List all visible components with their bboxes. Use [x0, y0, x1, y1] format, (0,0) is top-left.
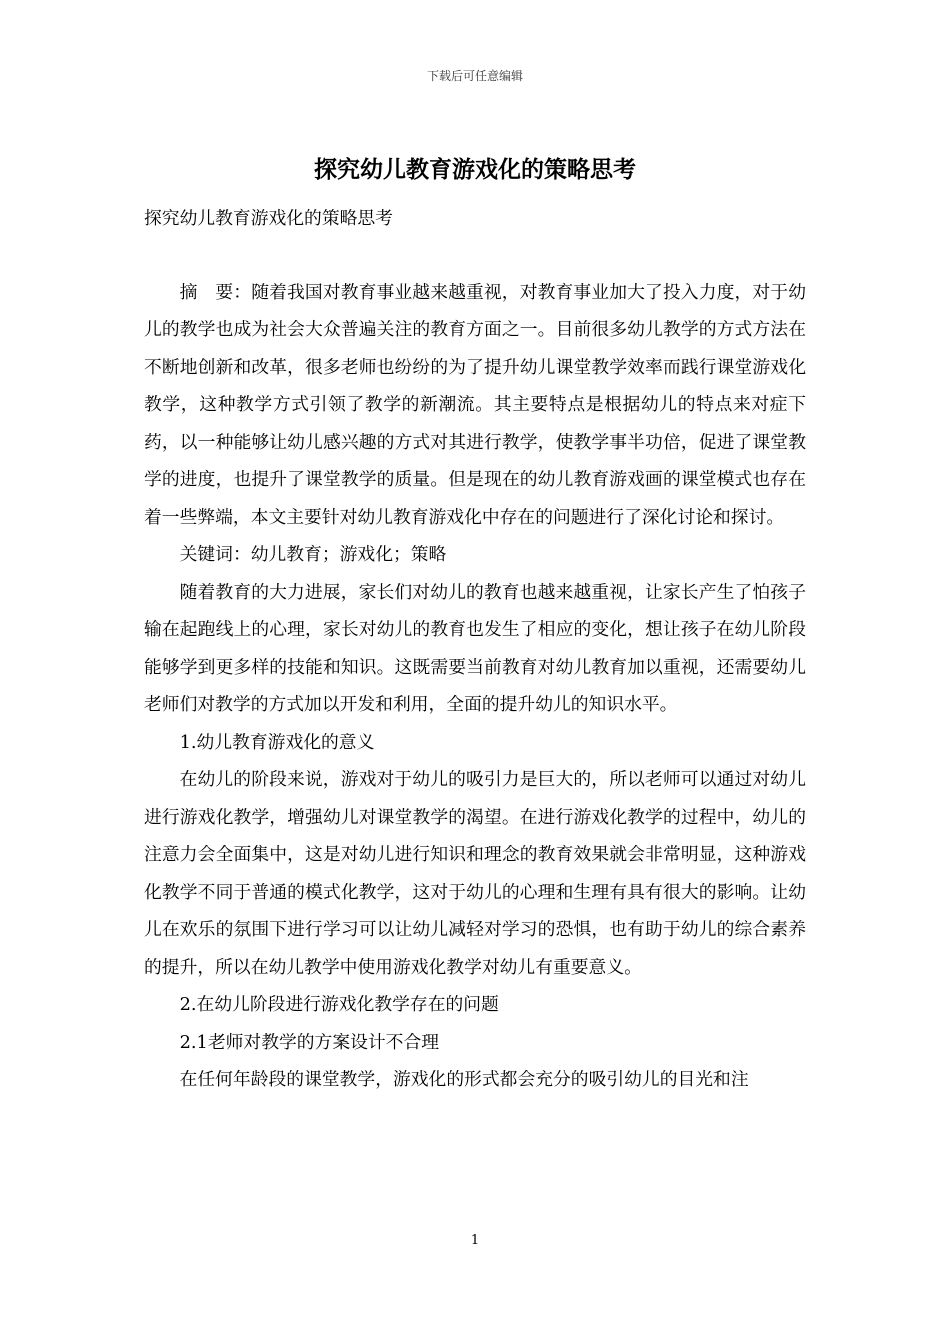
section-1-paragraph: 在幼儿的阶段来说，游戏对于幼儿的吸引力是巨大的，所以老师可以通过对幼儿进行游戏化教学，增强幼儿对课堂教学的渴望。在进行游戏化教学的过程中，幼儿的注意力会全面集中，这是对幼儿进行知识和理念的教育效果就会非常明显，这种游戏化教学不同于普通的模式化教学，这对于幼儿的心理和生理有具有很大的影响。让幼儿在欢乐的氛围下进行学习可以让幼儿减轻对学习的恐惧，也有助于幼儿的综合素养的提升，所以在幼儿教学中使用游戏化教学对幼儿有重要意义。: [144, 769, 806, 978]
spacer: [144, 238, 806, 274]
keywords-line: 关键词：幼儿教育；游戏化；策略: [179, 544, 447, 565]
section-2-heading: 2.在幼儿阶段进行游戏化教学存在的问题: [179, 994, 499, 1015]
section-2-1-heading: 2.1老师对教学的方案设计不合理: [179, 1031, 440, 1053]
header-note: 下载后可任意编辑: [426, 69, 523, 83]
abstract-paragraph: 摘 要：随着我国对教育事业越来越重视，对教育事业加大了投入力度，对于幼儿的教学也成为社会大众普遍关注的教育方面之一。目前很多幼儿教学的方式方法在不断地创新和改革，很多老师也纷纷的为了提升幼儿课堂教学效率而践行课堂游戏化教学，这种教学方式引领了教学的新潮流。其主要特点是根据幼儿的特点来对症下药，以一种能够让幼儿感兴趣的方式对其进行教学，使教学事半功倍，促进了课堂教学的进度，也提升了课堂教学的质量。但是现在的幼儿教育游戏画的课堂模式也存在着一些弊端，本文主要针对幼儿教育游戏化中存在的问题进行了深化讨论和探讨。: [144, 281, 806, 528]
document-subtitle: 探究幼儿教育游戏化的策略思考: [144, 208, 393, 229]
intro-paragraph: 随着教育的大力进展，家长们对幼儿的教育也越来越重视，让家长产生了怕孩子输在起跑线上的心理，家长对幼儿的教育也发生了相应的变化，想让孩子在幼儿阶段能够学到更多样的技能和知识。这既需要当前教育对幼儿教育加以重视，还需要幼儿老师们对教学的方式加以开发和利用，全面的提升幼儿的知识水平。: [144, 581, 806, 715]
document-title: 探究幼儿教育游戏化的策略思考: [314, 156, 636, 183]
section-2-1-paragraph: 在任何年龄段的课堂教学，游戏化的形式都会充分的吸引幼儿的目光和注: [179, 1069, 749, 1090]
section-1-heading: 1.幼儿教育游戏化的意义: [179, 731, 375, 753]
document-body: [144, 200, 806, 1099]
page-number: 1: [470, 1233, 480, 1248]
